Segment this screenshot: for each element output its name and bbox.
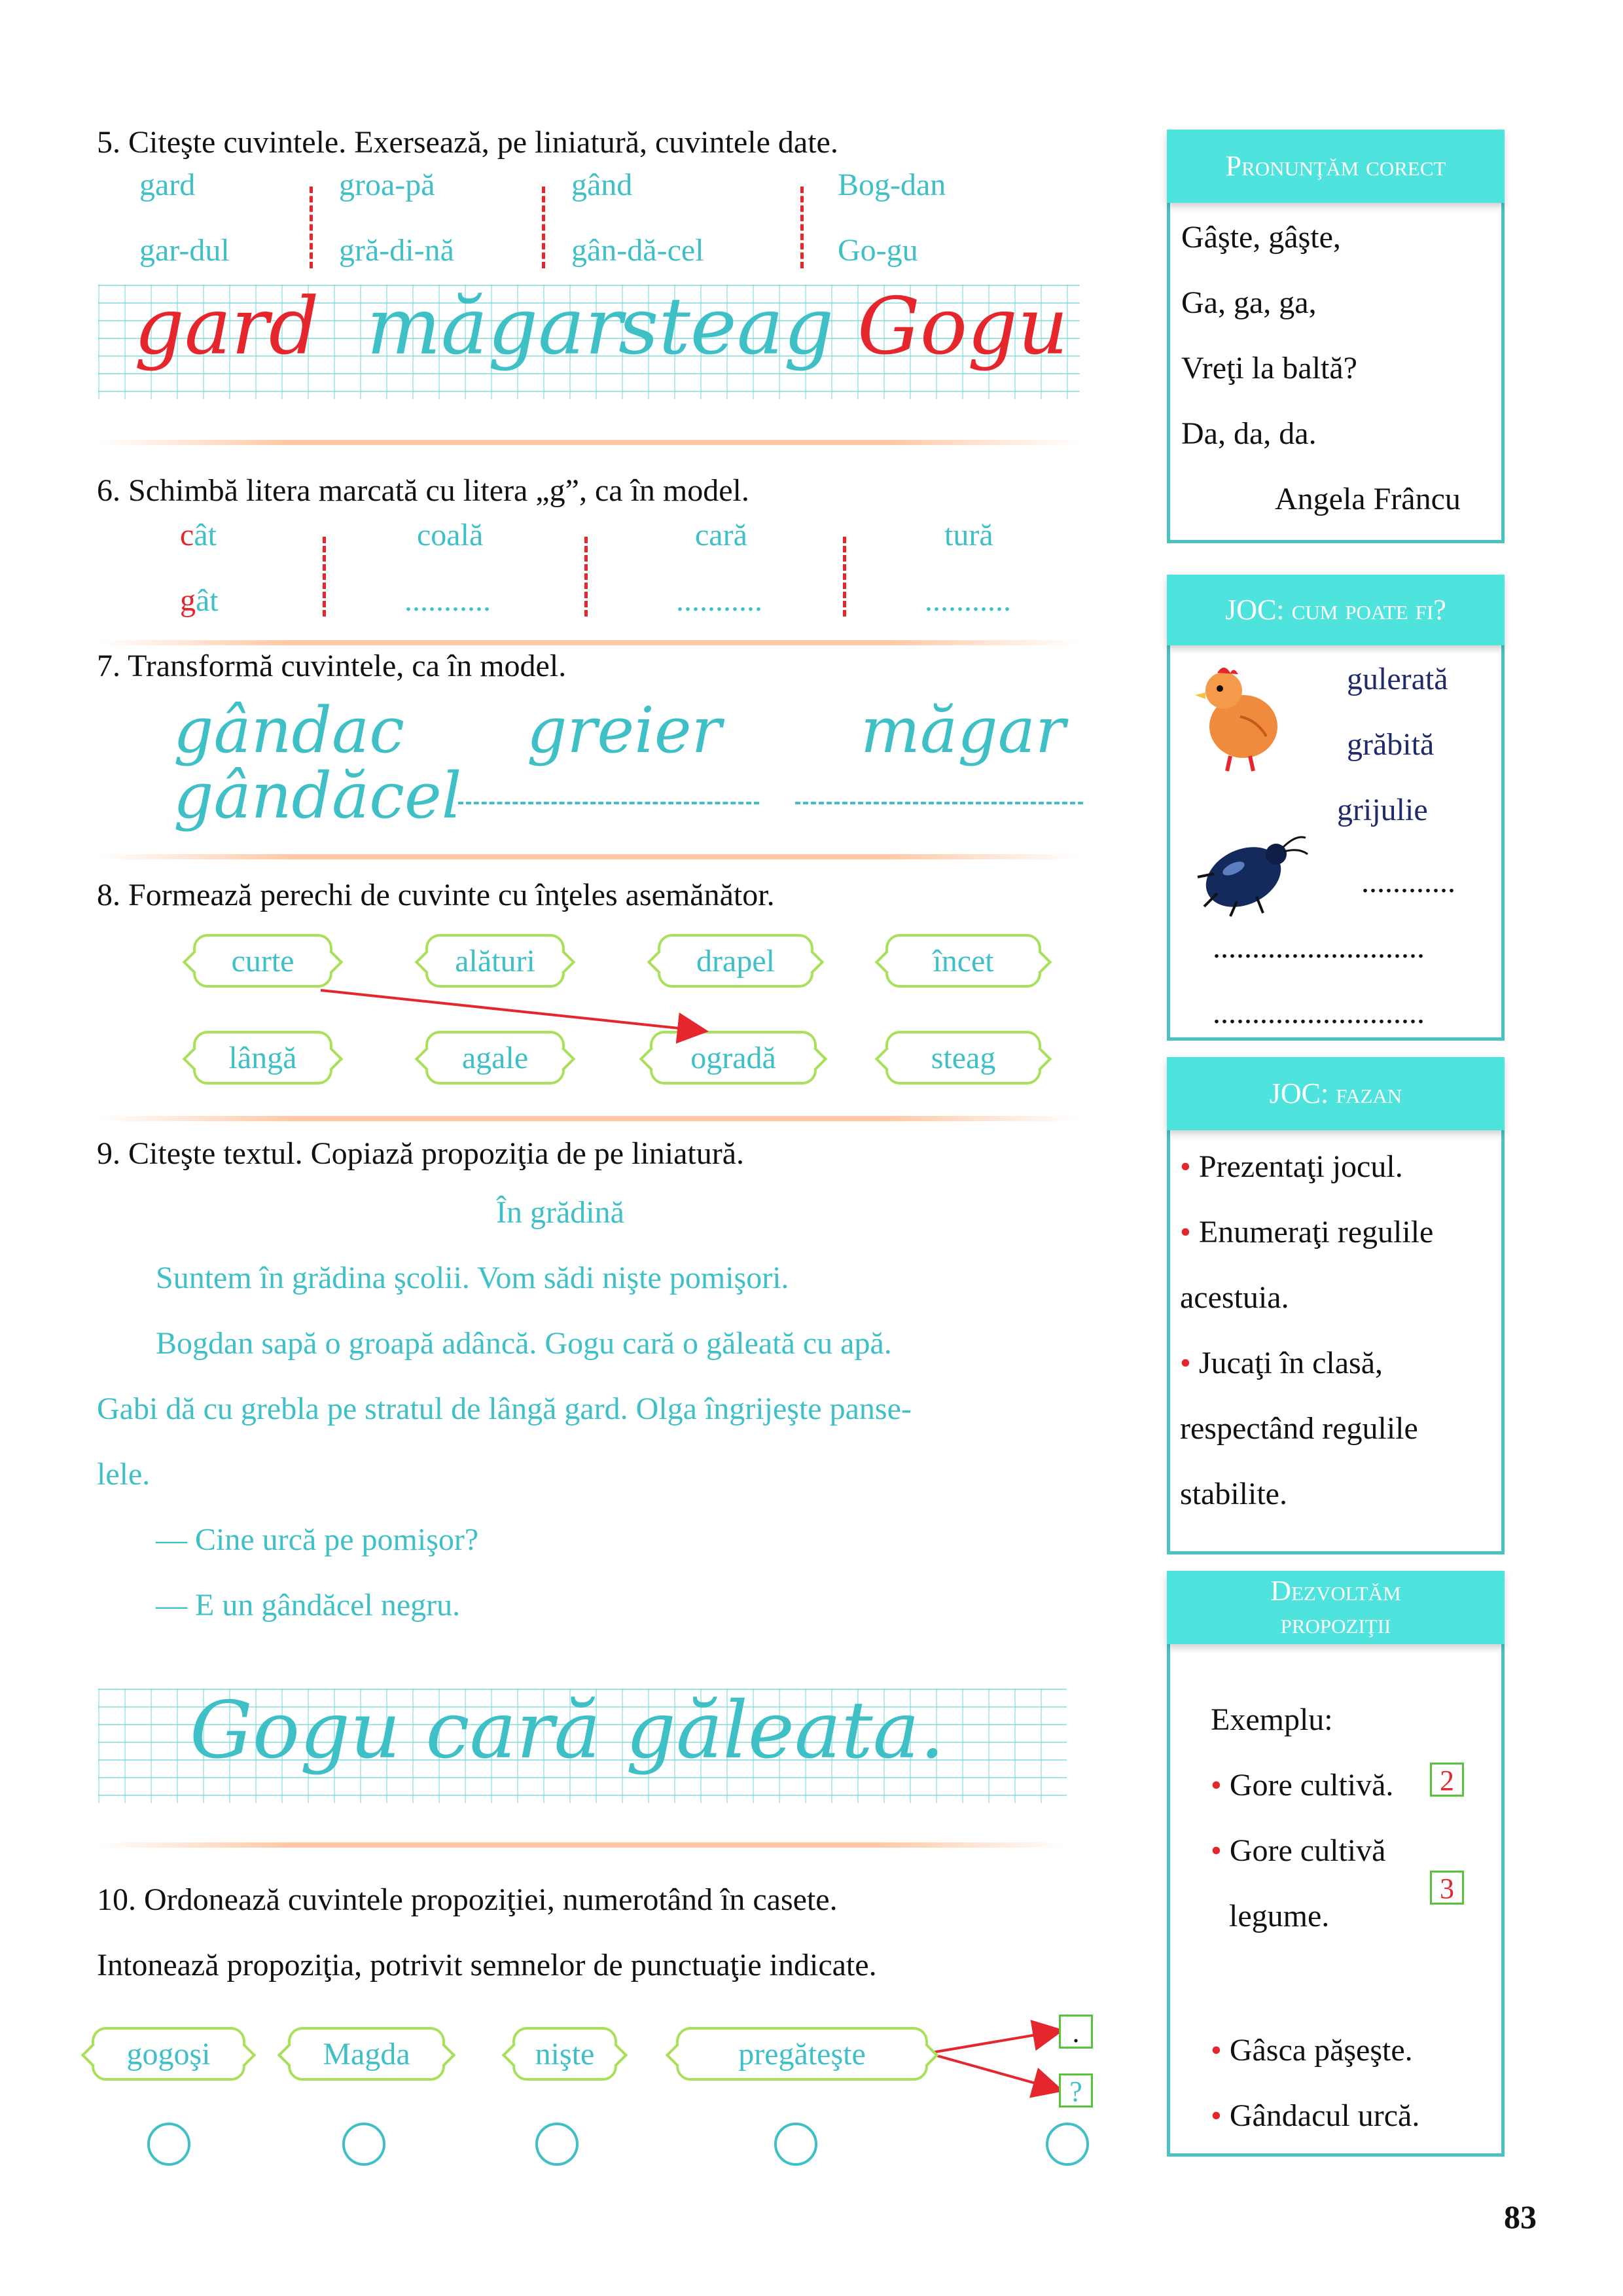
text-line: — E un gândăcel negru. <box>156 1588 461 1623</box>
task-7-title: 7. Transformă cuvintele, ca în model. <box>97 649 567 683</box>
separator <box>98 1842 1067 1848</box>
script-word-model: gândăcel <box>173 759 462 833</box>
script-sentence: Gogu cară găleata. <box>190 1685 945 1776</box>
text-line: Suntem în grădina şcolii. Vom sădi nişte pomişori. <box>156 1261 789 1295</box>
answer-blank[interactable]: ............ <box>1361 865 1455 899</box>
instruction-line: • Enumeraţi regulile <box>1180 1215 1434 1249</box>
poem-author: Angela Frâncu <box>1275 482 1461 516</box>
word-to-change: cară <box>695 518 747 552</box>
answer-blank[interactable]: ........... <box>404 583 491 618</box>
word-tag[interactable]: nişte <box>512 2027 617 2081</box>
number-circle[interactable] <box>147 2123 190 2166</box>
answer-blank[interactable]: ........................... <box>1213 996 1425 1030</box>
sentence-line: • Gore cultivă. <box>1211 1768 1394 1803</box>
side-box-title: JOC: cum poate fi? <box>1167 575 1505 645</box>
page-number: 83 <box>1504 2198 1537 2235</box>
model-word-bottom: gât <box>180 583 219 618</box>
side-box-title: Dezvoltăm propoziţii <box>1167 1571 1505 1644</box>
syllable-word: gră-di-nă <box>339 233 454 268</box>
sentence-line: • Gore cultivă <box>1211 1833 1386 1868</box>
word-tag[interactable]: curte <box>193 934 332 988</box>
syllable-word: Bog-dan <box>838 168 946 202</box>
sentence-line: • Gândacul urcă. <box>1211 2098 1420 2133</box>
adjective-word: gulerată <box>1347 662 1448 696</box>
script-word: Gogu <box>857 281 1069 372</box>
instruction-line: respectând regulile <box>1180 1411 1418 1446</box>
syllable-word: Go-gu <box>838 233 918 268</box>
word-tag[interactable]: lângă <box>193 1031 332 1085</box>
script-word: gard <box>134 281 319 372</box>
word-tag[interactable]: alături <box>425 934 565 988</box>
syllable-word: gard <box>139 168 196 202</box>
word-to-change: tură <box>944 518 993 552</box>
example-label: Exemplu: <box>1211 1702 1333 1737</box>
goose-icon <box>1191 661 1283 772</box>
text-heading: În grădină <box>496 1195 624 1230</box>
word-tag[interactable]: pregăteşte <box>676 2027 928 2081</box>
number-circle[interactable] <box>774 2123 817 2166</box>
word-tag[interactable]: încet <box>885 934 1041 988</box>
task-6-title: 6. Schimbă litera marcată cu litera „g”, ca în model. <box>97 473 749 508</box>
task-8-title: 8. Formează perechi de cuvinte cu înţeles asemănător. <box>97 878 775 912</box>
syllable-word: gân-dă-cel <box>571 233 704 268</box>
word-tag[interactable]: agale <box>425 1031 565 1085</box>
number-circle[interactable] <box>1046 2123 1089 2166</box>
model-word-top: cât <box>180 518 217 552</box>
syllable-word: groa-pă <box>339 168 435 202</box>
separator <box>98 1116 1080 1121</box>
syllable-word: gând <box>571 168 633 202</box>
word-tag[interactable]: gogoşi <box>92 2027 245 2081</box>
sentence-line: legume. <box>1229 1899 1330 1933</box>
task-9-title: 9. Citeşte textul. Copiază propoziţia de pe liniatură. <box>97 1136 745 1171</box>
text-line: Gabi dă cu grebla pe stratul de lângă gard. Olga îngrijeşte panse- <box>97 1391 912 1426</box>
question-box: ? <box>1059 2073 1093 2108</box>
script-word: măgar <box>366 281 623 372</box>
poem-line: Da, da, da. <box>1181 416 1317 451</box>
poem-line: Ga, ga, ga, <box>1181 285 1317 320</box>
instruction-line: stabilite. <box>1180 1477 1287 1511</box>
text-line: — Cine urcă pe pomişor? <box>156 1522 479 1557</box>
task-10-subtitle: Intonează propoziţia, potrivit semnelor de punctuaţie indicate. <box>97 1948 877 1982</box>
syllable-word: gar-dul <box>139 233 230 268</box>
count-box: 2 <box>1430 1763 1464 1797</box>
instruction-line: acestuia. <box>1180 1280 1289 1315</box>
side-box-title: JOC: fazan <box>1167 1057 1505 1130</box>
instruction-line: • Prezentaţi jocul. <box>1180 1149 1403 1184</box>
answer-blank[interactable]: ........................... <box>1213 930 1425 965</box>
number-circle[interactable] <box>535 2123 579 2166</box>
word-tag[interactable]: drapel <box>658 934 813 988</box>
word-tag[interactable]: ogradă <box>650 1031 817 1085</box>
count-box: 3 <box>1430 1871 1464 1905</box>
script-word: greier <box>527 694 722 767</box>
word-tag[interactable]: Magda <box>288 2027 445 2081</box>
beetle-icon <box>1191 821 1309 920</box>
task-10-title: 10. Ordonează cuvintele propoziţiei, numerotând în casete. <box>97 1882 838 1917</box>
period-box: . <box>1059 2015 1093 2049</box>
adjective-word: grăbită <box>1347 727 1435 762</box>
answer-blank[interactable]: ........... <box>925 583 1011 618</box>
number-circle[interactable] <box>342 2123 385 2166</box>
task-5-title: 5. Citeşte cuvintele. Exersează, pe liniatură, cuvintele date. <box>97 125 838 160</box>
word-to-change: coală <box>417 518 484 552</box>
poem-line: Vreţi la baltă? <box>1181 351 1357 386</box>
word-tag[interactable]: steag <box>885 1031 1041 1085</box>
script-word: măgar <box>861 694 1065 767</box>
script-word: steag <box>618 281 834 372</box>
adjective-word: grijulie <box>1337 793 1428 827</box>
answer-blank[interactable]: ........... <box>676 583 762 618</box>
sentence-line: • Gâsca păşeşte. <box>1211 2033 1413 2068</box>
script-word: gândac <box>173 694 404 767</box>
text-line: lele. <box>97 1457 151 1492</box>
poem-line: Gâşte, gâşte, <box>1181 220 1341 255</box>
instruction-line: • Jucaţi în clasă, <box>1180 1346 1383 1380</box>
text-line: Bogdan sapă o groapă adâncă. Gogu cară o găleată cu apă. <box>156 1326 892 1361</box>
side-box-title: Pronunţăm corect <box>1167 130 1505 203</box>
